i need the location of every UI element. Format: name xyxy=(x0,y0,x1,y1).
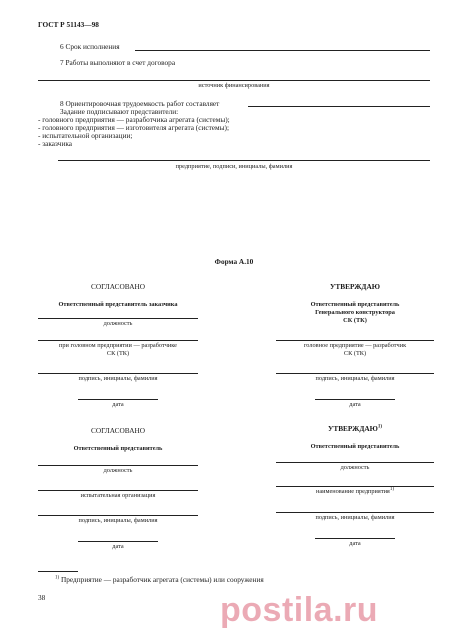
date-caption: дата xyxy=(112,543,124,550)
item-7-label: 7 Работы выполняют в счет договора xyxy=(60,58,176,67)
footnote xyxy=(55,575,264,584)
watermark: postila.ru xyxy=(220,591,379,629)
organization-caption: при головном предприятии — разработчике xyxy=(59,342,177,349)
approve-title: УТВЕРЖДАЮ$^{1)}$ xyxy=(327,424,383,433)
organization-caption: наименование предприятия$^{1)}$ xyxy=(315,486,395,495)
position-caption: должность xyxy=(340,464,370,471)
organization-caption: испытательная организация xyxy=(80,492,156,499)
footnote-mark: 1) xyxy=(55,575,60,581)
footnote-text: Предприятие — разработчик агрегата (системы) или сооружения xyxy=(61,575,264,584)
footnote-ref: 1) xyxy=(389,486,395,492)
signature-caption: подпись, инициалы, фамилия xyxy=(78,517,158,524)
date-line xyxy=(78,399,158,400)
footnote-separator xyxy=(38,571,78,572)
signer-line: - испытательной организации; xyxy=(38,131,133,140)
approved-title: СОГЛАСОВАНО xyxy=(90,426,145,435)
footnote-ref: 1) xyxy=(377,424,383,430)
date-line xyxy=(315,538,395,539)
signature-line xyxy=(276,512,434,513)
organization-caption-2: СК (ТК) xyxy=(106,350,130,357)
position-line xyxy=(38,318,198,319)
financing-source-caption: источник финансирования xyxy=(198,82,270,89)
approve-subtitle-2: Генерального конструктора xyxy=(315,309,395,316)
item-8-label: 8 Ориентировочная трудоемкость работ составляет xyxy=(60,99,220,108)
signer-line: - заказчика xyxy=(38,139,73,148)
form-title: Форма А.10 xyxy=(214,257,254,266)
organization-line xyxy=(38,340,198,341)
approved-title: СОГЛАСОВАНО xyxy=(90,282,145,291)
approve-title: УТВЕРЖДАЮ xyxy=(330,282,380,291)
signature-line xyxy=(38,515,198,516)
item-6-label: 6 Срок исполнения xyxy=(60,42,120,51)
approve-subtitle: Ответственный представитель xyxy=(310,443,400,450)
position-caption: должность xyxy=(103,467,133,474)
organization-line xyxy=(276,486,434,487)
item-8-fill-line xyxy=(248,106,430,107)
approve-subtitle: Ответственный представитель xyxy=(310,301,400,308)
date-line xyxy=(78,541,158,542)
date-caption: дата xyxy=(349,401,361,408)
organization-line xyxy=(276,340,434,341)
signature-line xyxy=(38,373,198,374)
position-line xyxy=(276,462,434,463)
item-7-fill-line xyxy=(38,80,430,81)
signature-caption: подпись, инициалы, фамилия xyxy=(78,375,158,382)
date-caption: дата xyxy=(112,401,124,408)
position-caption: должность xyxy=(103,320,133,327)
approved-subtitle: Ответственный представитель xyxy=(73,445,163,452)
organization-caption-2: СК (ТК) xyxy=(343,350,367,357)
position-line xyxy=(38,465,198,466)
organization-line xyxy=(38,490,198,491)
signer-line: - головного предприятия — разработчика агрегата (системы); xyxy=(38,115,230,124)
organization-caption: головное предприятие — разработчик xyxy=(303,342,407,349)
signature-line xyxy=(276,373,434,374)
date-caption: дата xyxy=(349,540,361,547)
signers-caption: предприятие, подписи, инициалы, фамилия xyxy=(175,163,293,170)
approved-subtitle: Ответственный представитель заказчика xyxy=(58,301,178,308)
document-header: ГОСТ Р 51143—98 xyxy=(38,20,99,29)
signature-caption: подпись, инициалы, фамилия xyxy=(315,514,395,521)
signers-intro: Задание подписывают представители: xyxy=(60,107,179,116)
signer-line: - головного предприятия — изготовителя агрегата (системы); xyxy=(38,123,230,132)
signers-fill-line xyxy=(58,160,430,161)
item-6-fill-line xyxy=(135,50,430,51)
page-number: 38 xyxy=(38,593,46,602)
approve-subtitle-3: СК (ТК) xyxy=(343,317,367,324)
date-line xyxy=(315,399,395,400)
signature-caption: подпись, инициалы, фамилия xyxy=(315,375,395,382)
